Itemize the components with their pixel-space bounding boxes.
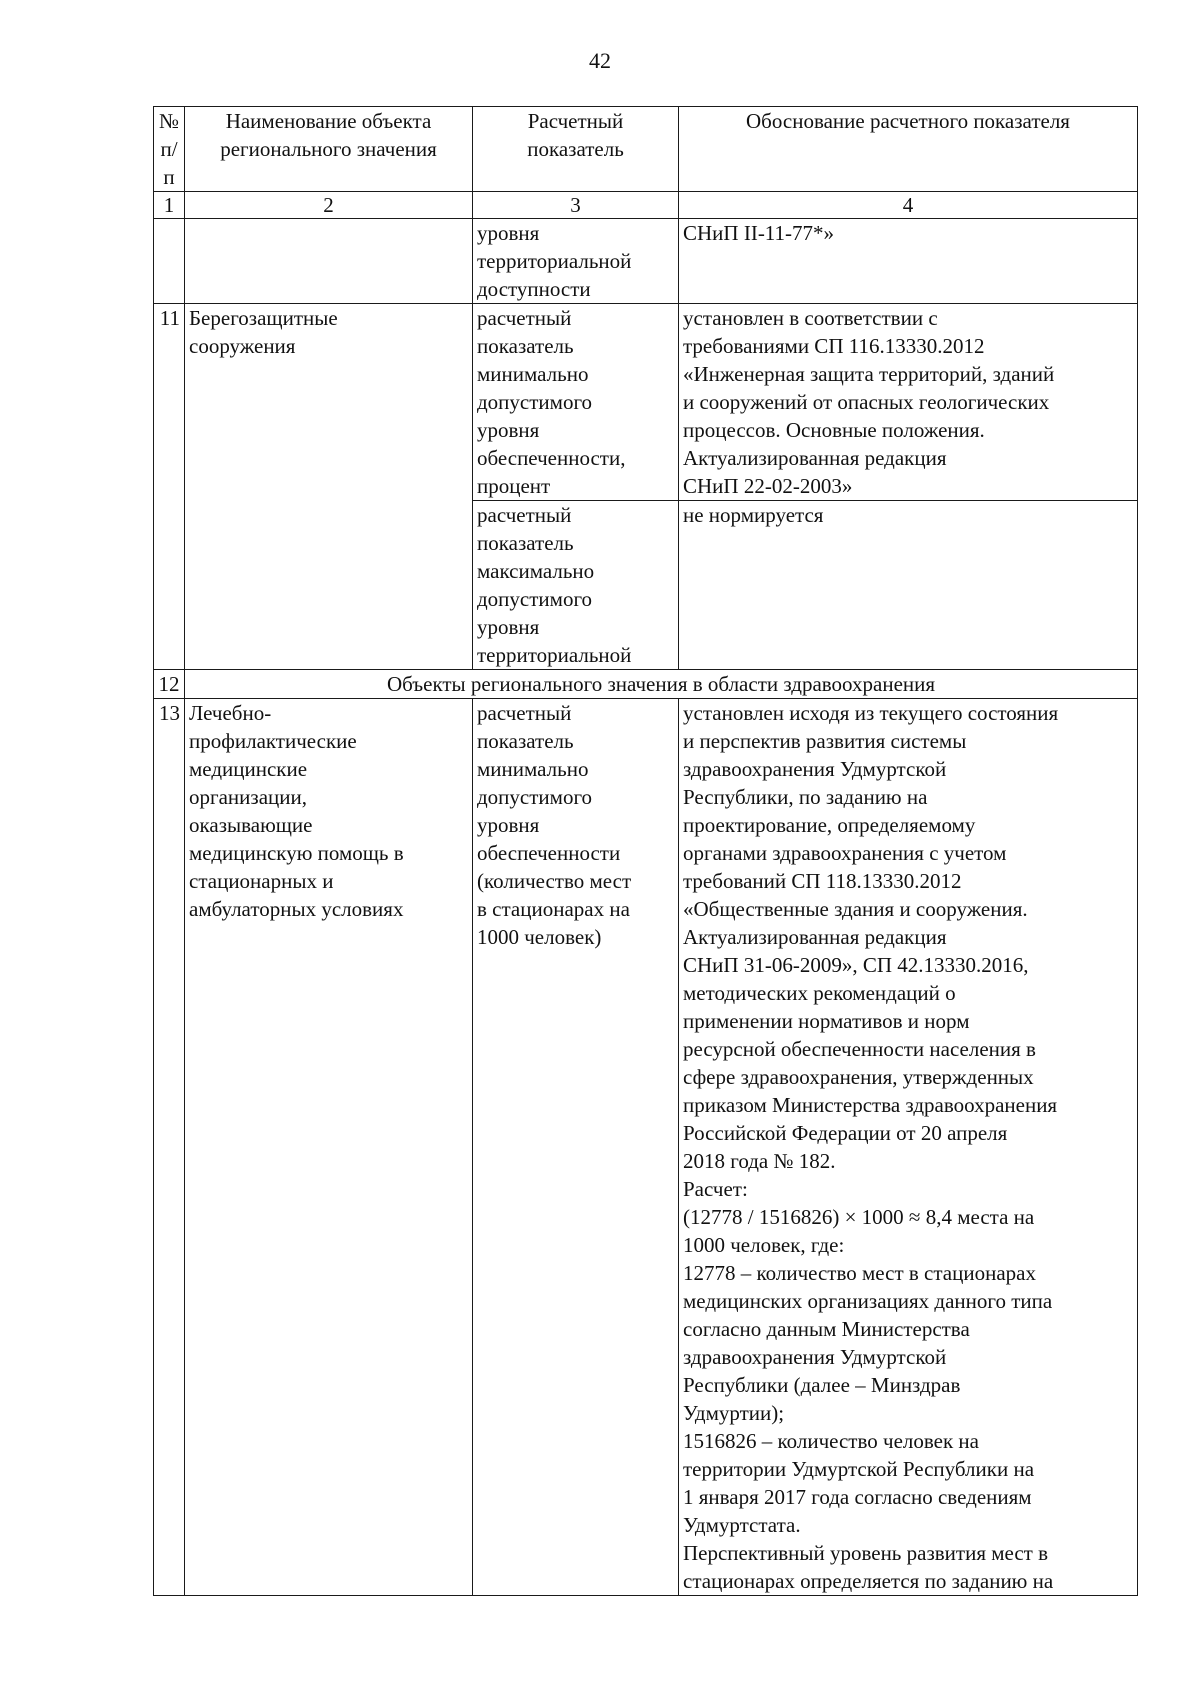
header-indicator: Расчетный показатель (473, 107, 679, 192)
table-row (154, 219, 1138, 304)
table-header-row (154, 107, 1138, 192)
header-basis: Обоснование расчетного показателя (679, 107, 1138, 192)
row-number (154, 219, 185, 304)
object-name (185, 219, 473, 304)
column-number: 4 (679, 192, 1138, 219)
column-number: 2 (185, 192, 473, 219)
basis: не нормируется (679, 501, 1138, 670)
object-name: Лечебно- профилактические медицинские организации, оказывающие медицинскую помощь в стационарных и амбулаторных условиях (185, 699, 473, 1596)
header-number: № п/п (154, 107, 185, 192)
section-title: Объекты регионального значения в области здравоохранения (185, 670, 1138, 699)
page-number: 42 (589, 48, 611, 73)
row-number: 12 (154, 670, 185, 699)
basis: установлен исходя из текущего состояния и перспектив развития системы здравоохранения Удмуртской Республики, по заданию на проектирование, определяемому органами здравоохранения с учетом требований СП 118.13330.2012 «Общественные здания и сооружения. Актуализированная редакция СНиП 31-06-2009», СП 42.13330.2016, методических рекомендаций о применении нормативов и норм ресурсной обеспеченности населения в сфере здравоохранения, утвержденных приказом Министерства здравоохранения Российской Федерации от 20 апреля 2018 года № 182. Расчет: (12778 / 1516826) × 1000 ≈ 8,4 места на 1000 человек, где: 12778 – количество мест в стационарах медицинских организациях данного типа согласно данным Министерства здравоохранения Удмуртской Республики (далее – Минздрав Удмуртии); 1516826 – количество человек на территории Удмуртской Республики на 1 января 2017 года согласно сведениям Удмуртстата. Перспективный уровень развития мест в стационарах определяется по заданию на (679, 699, 1138, 1596)
regional-objects-table (153, 106, 1138, 1596)
table-row (154, 304, 1138, 501)
indicator: расчетный показатель максимально допустимого уровня территориальной (473, 501, 679, 670)
basis: СНиП II-11-77*» (679, 219, 1138, 304)
column-number: 3 (473, 192, 679, 219)
indicator: уровня территориальной доступности (473, 219, 679, 304)
column-number: 1 (154, 192, 185, 219)
object-name: Берегозащитные сооружения (185, 304, 473, 670)
section-row (154, 670, 1138, 699)
row-number: 13 (154, 699, 185, 1596)
indicator: расчетный показатель минимально допустимого уровня обеспеченности, процент (473, 304, 679, 501)
basis: установлен в соответствии с требованиями СП 116.13330.2012 «Инженерная защита территорий, зданий и сооружений от опасных геологических процессов. Основные положения. Актуализированная редакция СНиП 22-02-2003» (679, 304, 1138, 501)
column-number-row (154, 192, 1138, 219)
table-row (154, 699, 1138, 1596)
row-number: 11 (154, 304, 185, 670)
header-object-name: Наименование объекта регионального значения (185, 107, 473, 192)
indicator: расчетный показатель минимально допустимого уровня обеспеченности (количество мест в стационарах на 1000 человек) (473, 699, 679, 1596)
